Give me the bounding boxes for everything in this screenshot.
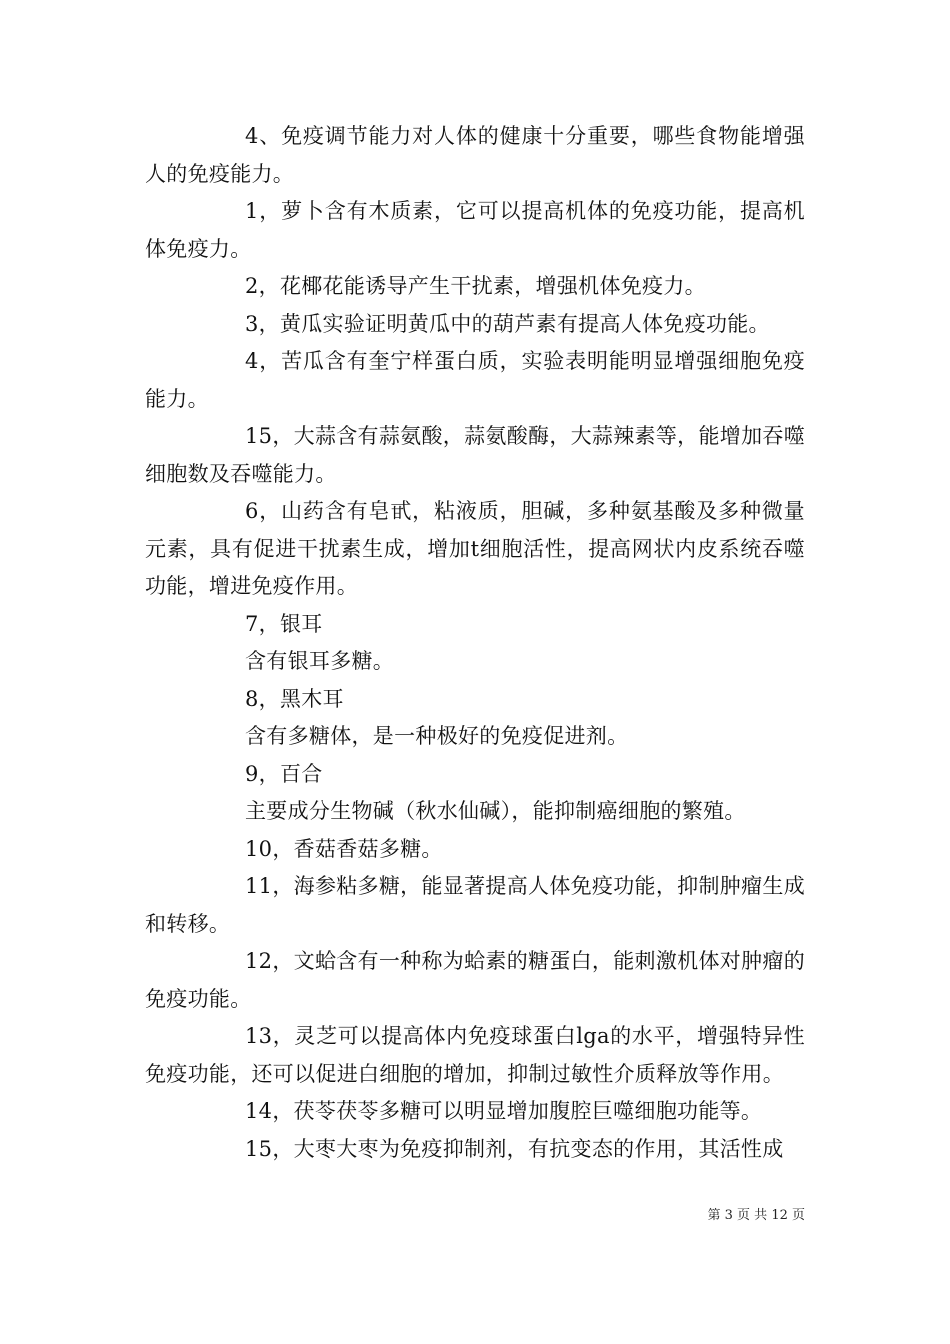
paragraph-clam: 12，文蛤含有一种称为蛤素的糖蛋白，能刺激机体对肿瘤的免疫功能。 — [145, 949, 805, 1011]
paragraph-black-fungus-heading: 8，黑木耳 — [245, 686, 344, 711]
paragraph-tremella-body: 含有银耳多糖。 — [245, 649, 395, 673]
paragraph-bitter-melon: 4，苦瓜含有奎宁样蛋白质，实验表明能明显增强细胞免疫能力。 — [145, 349, 805, 411]
paragraph-mushroom: 10，香菇香菇多糖。 — [245, 836, 443, 861]
paragraph-jujube: 15，大枣大枣为免疫抑制剂，有抗变态的作用，其活性成 — [245, 1136, 784, 1161]
page-number-footer: 第 3 页 共 12 页 — [707, 1208, 805, 1223]
paragraph-cauliflower: 2，花椰花能诱导产生干扰素，增强机体免疫力。 — [245, 274, 706, 298]
paragraph-sea-cucumber: 11，海参粘多糖，能显著提高人体免疫功能，抑制肿瘤生成和转移。 — [145, 874, 805, 936]
paragraph-cucumber: 3，黄瓜实验证明黄瓜中的葫芦素有提高人体免疫功能。 — [245, 311, 770, 336]
paragraph-black-fungus-body: 含有多糖体，是一种极好的免疫促进剂。 — [245, 724, 629, 748]
paragraph-ganoderma: 13，灵芝可以提高体内免疫球蛋白lga的水平，增强特异性免疫功能，还可以促进白细胞的增加，抑制过敏性介质释放等作用。 — [145, 1024, 805, 1086]
paragraph-lily-heading: 9，百合 — [245, 761, 323, 786]
paragraph-poria: 14，茯苓茯苓多糖可以明显增加腹腔巨噬细胞功能等。 — [245, 1099, 763, 1123]
document-body — [145, 118, 805, 1168]
paragraph-lily-body: 主要成分生物碱（秋水仙碱），能抑制癌细胞的繁殖。 — [245, 799, 746, 823]
paragraph-radish: 1，萝卜含有木质素，它可以提高机体的免疫功能，提高机体免疫力。 — [145, 199, 805, 261]
paragraph-garlic: 15，大蒜含有蒜氨酸，蒜氨酸酶，大蒜辣素等，能增加吞噬细胞数及吞噬能力。 — [145, 424, 805, 486]
paragraph-intro: 4、免疫调节能力对人体的健康十分重要，哪些食物能增强人的免疫能力。 — [145, 124, 805, 186]
paragraph-tremella-heading: 7，银耳 — [245, 611, 323, 636]
paragraph-yam: 6，山药含有皂甙，粘液质，胆碱，多种氨基酸及多种微量元素，具有促进干扰素生成，增加t细胞活性，提高网状内皮系统吞噬功能，增进免疫作用。 — [145, 499, 805, 598]
